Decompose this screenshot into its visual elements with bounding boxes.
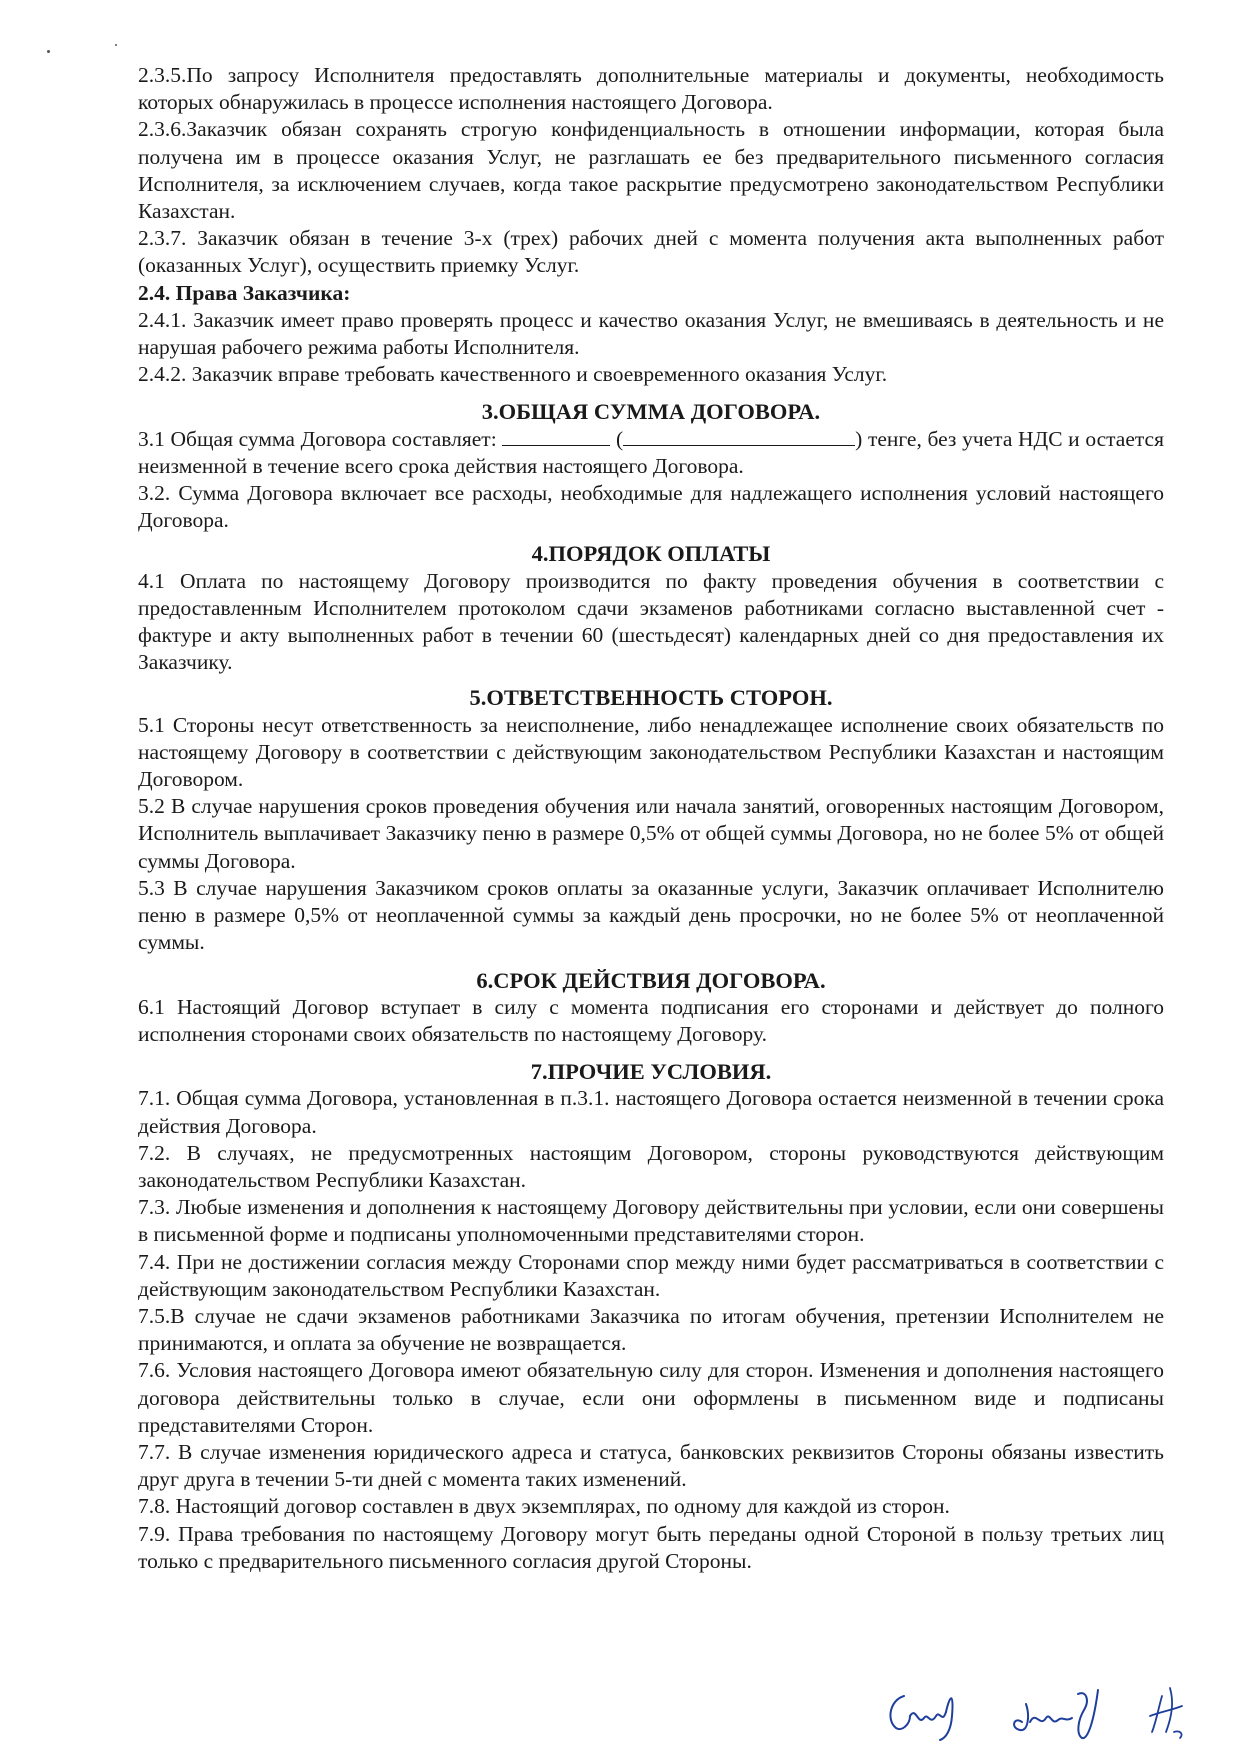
signatures-area: [880, 1676, 1210, 1746]
clause-5-3: 5.3 В случае нарушения Заказчиком сроков оплаты за оказанные услуги, Заказчик оплачивает Исполнителю пеню в размере 0,5% от неоплаченной суммы за каждый день просрочки, но не более 5% от неоплаченной суммы.: [138, 875, 1164, 955]
clause-7-2: 7.2. В случаях, не предусмотренных настоящим Договором, стороны руководствуются действующим законодательством Республики Казахстан.: [138, 1140, 1164, 1192]
clause-2-4-2: 2.4.2. Заказчик вправе требовать качественного и своевременного оказания Услуг.: [138, 362, 888, 387]
clause-7-9: 7.9. Права требования по настоящему Договору могут быть переданы одной Стороной в пользу третьих лиц только с предварительного письменного согласия другой Стороны.: [138, 1521, 1164, 1573]
clause-3-1-prefix: 3.1 Общая сумма Договора составляет:: [138, 426, 497, 451]
clause-3-1: [138, 426, 1164, 480]
clause-3-1-open: (: [615, 426, 624, 451]
clause-7-8: 7.8. Настоящий договор составлен в двух экземплярах, по одному для каждой из сторон.: [138, 1494, 950, 1519]
amount-blank: [502, 427, 610, 446]
clause-7-5: 7.5.В случае не сдачи экзаменов работниками Заказчика по итогам обучения, претензии Исполнителем не принимаются, и оплата за обучение не возвращается.: [138, 1303, 1164, 1356]
clause-2-4-1: 2.4.1. Заказчик имеет право проверять процесс и качество оказания Услуг, не вмешиваясь в деятельность и не нарушая рабочего режима работы Исполнителя.: [138, 307, 1164, 360]
clause-7-3: 7.3. Любые изменения и дополнения к настоящему Договору действительны при условии, если они совершены в письменной форме и подписаны уполномоченными представителями сторон.: [138, 1195, 1164, 1247]
clause-7-7: 7.7. В случае изменения юридического адреса и статуса, банковских реквизитов Стороны обязаны известить друг друга в течении 5-ти дней с момента таких изменений.: [138, 1439, 1164, 1492]
section-5-title: 5.ОТВЕТСТВЕННОСТЬ СТОРОН.: [469, 685, 833, 711]
clause-7-1: 7.1. Общая сумма Договора, установленная в п.3.1. настоящего Договора остается неизменной в течении срока действия Договора.: [138, 1086, 1164, 1138]
clause-6-1: 6.1 Настоящий Договор вступает в силу с момента подписания его сторонами и действует до полного исполнения сторонами своих обязательств по настоящему Договору.: [138, 994, 1164, 1046]
section-2-4-heading: 2.4. Права Заказчика:: [138, 280, 351, 305]
clause-5-1: 5.1 Стороны несут ответственность за неисполнение, либо ненадлежащее исполнение своих обязательств по настоящему Договору в соответствии с действующим законодательством Республики Казахстан и настоящим Договором.: [138, 712, 1164, 792]
clause-3-2: 3.2. Сумма Договора включает все расходы, необходимые для надлежащего исполнения условий настоящего Договора.: [138, 481, 1164, 533]
signature-1: [890, 1696, 952, 1740]
signature-3: [1150, 1688, 1182, 1738]
signature-2: [1014, 1690, 1098, 1738]
amount-words-blank: [623, 427, 855, 446]
clause-2-3-7: 2.3.7. Заказчик обязан в течение 3-х (трех) рабочих дней с момента получения акта выполненных работ (оказанных Услуг), осуществить приемку Услуг.: [138, 226, 1164, 278]
section-3-title: 3.ОБЩАЯ СУММА ДОГОВОРА.: [481, 399, 821, 425]
contract-page: [138, 62, 1164, 1702]
clause-5-2: 5.2 В случае нарушения сроков проведения обучения или начала занятий, оговоренных настоящим Договором, Исполнитель выплачивает Заказчику пеню в размере 0,5% от общей суммы Договора, но не более 5% от общей суммы Договора.: [138, 794, 1164, 873]
clause-4-1: 4.1 Оплата по настоящему Договору производится по факту проведения обучения в соответствии с предоставленным Исполнителем протоколом сдачи экзаменов работниками согласно выставленной счет - фактуре и акту выполненных работ в течении 60 (шестьдесят) календарных дней со дня предоставления их Заказчику.: [138, 568, 1164, 675]
clause-7-6: 7.6. Условия настоящего Договора имеют обязательную силу для сторон. Изменения и дополнения настоящего договора действительны только в случае, если они оформлены в письменном виде и подписаны представителями Сторон.: [138, 1358, 1164, 1437]
clause-2-3-6: 2.3.6.Заказчик обязан сохранять строгую конфиденциальность в отношении информации, которая была получена им в процессе оказания Услуг, не разглашать ее без предварительного письменного согласия Исполнителя, за исключением случаев, когда такое раскрытие предусмотрено законодательством Республики Казахстан.: [138, 117, 1164, 224]
section-6-title: 6.СРОК ДЕЙСТВИЯ ДОГОВОРА.: [476, 967, 826, 993]
clause-7-4: 7.4. При не достижении согласия между Сторонами спор между ними будет рассматриваться в соответствии с действующим законодательством Республики Казахстан.: [138, 1249, 1164, 1301]
section-7-title: 7.ПРОЧИЕ УСЛОВИЯ.: [530, 1059, 772, 1085]
scan-speck: [115, 44, 117, 46]
clause-3-1-suffix: ) тенге, без учета НДС и остается неизменной в течение всего срока действия настоящего Договора.: [138, 426, 1164, 478]
scan-speck: [47, 50, 50, 53]
clause-2-3-5: 2.3.5.По запросу Исполнителя предоставлять дополнительные материалы и документы, необходимость которых обнаружилась в процессе исполнения настоящего Договора.: [138, 63, 1164, 115]
section-4-title: 4.ПОРЯДОК ОПЛАТЫ: [531, 541, 771, 567]
